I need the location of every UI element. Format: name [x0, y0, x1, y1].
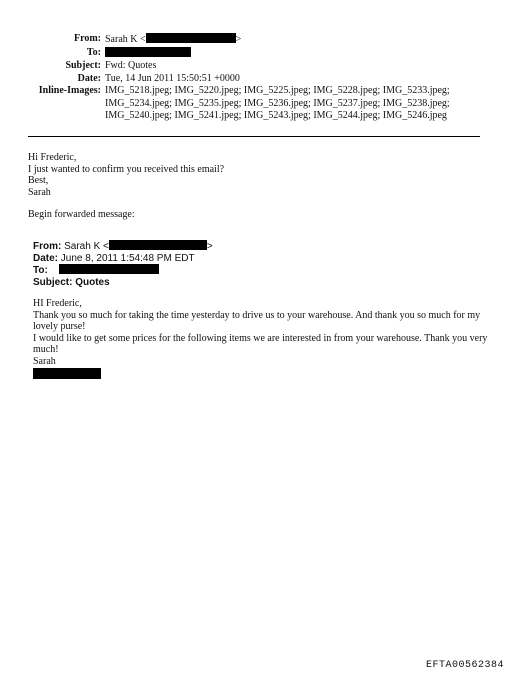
date-label: Date: [77, 72, 101, 84]
inline-images-value [105, 85, 512, 123]
redaction-block [59, 264, 159, 274]
body-line: I just wanted to confirm you received this email? [28, 163, 225, 175]
signature: Sarah [28, 186, 51, 198]
bates-number: EFTA00562384 [425, 660, 504, 671]
date-row [0, 73, 512, 86]
fwd-from-close: > [206, 241, 213, 252]
inline-images-label: Inline-Images: [38, 85, 101, 96]
fwd-date-row [33, 253, 488, 265]
redaction-block [33, 368, 101, 379]
forwarded-header [33, 240, 488, 288]
subject-value: Fwd: Quotes [105, 60, 157, 71]
greeting: HI Frederic, [33, 298, 82, 309]
subject-row [0, 60, 512, 73]
redaction-block [105, 47, 191, 57]
to-value [105, 47, 512, 61]
fwd-from-row [33, 240, 488, 253]
to-label: To: [86, 46, 101, 58]
fwd-subject-label: Subject: [33, 276, 73, 288]
forwarded-message-body [33, 298, 488, 381]
fwd-subject-row [33, 277, 488, 289]
to-row [0, 47, 512, 61]
signature: Sarah [33, 355, 56, 367]
from-row [0, 33, 512, 47]
fwd-date-value: June 8, 2011 1:54:48 PM EDT [60, 252, 195, 264]
redaction-block [146, 33, 236, 43]
fwd-to-label: To: [33, 265, 48, 277]
body-paragraph: Thank you so much for taking the time yesterday to drive us to your warehouse. And thank you so much for my lovely purse! [33, 309, 481, 333]
closing: Best, [28, 175, 49, 186]
email-header [0, 33, 512, 123]
from-value [105, 33, 512, 47]
inline-images-row [0, 85, 512, 123]
date-value: Tue, 14 Jun 2011 15:50:51 +0000 [105, 72, 240, 84]
inline-images-line: IMG_5218.jpeg; IMG_5220.jpeg; IMG_5225.jpeg; IMG_5228.jpeg; IMG_5233.jpeg; [105, 85, 450, 96]
from-close: > [235, 34, 242, 45]
message-body [28, 152, 483, 198]
greeting: Hi Frederic, [28, 152, 77, 163]
subject-label: Subject: [65, 60, 101, 71]
from-label: From: [73, 33, 101, 44]
inline-images-line: IMG_5240.jpeg; IMG_5241.jpeg; IMG_5243.jpeg; IMG_5244.jpeg; IMG_5246.jpeg [105, 110, 447, 121]
header-divider [28, 136, 480, 137]
inline-images-line: IMG_5234.jpeg; IMG_5235.jpeg; IMG_5236.jpeg; IMG_5237.jpeg; IMG_5238.jpeg; [105, 97, 450, 109]
redaction-block [109, 240, 207, 250]
fwd-from-label: From: [33, 241, 62, 252]
signature-redaction [33, 368, 488, 382]
body-paragraph: I would like to get some prices for the following items we are interested in from your warehouse. Thank you very much! [33, 332, 488, 356]
from-name: Sarah K < [105, 34, 146, 45]
fwd-from-name: Sarah K < [64, 241, 109, 252]
fwd-to-row [33, 264, 488, 277]
fwd-subject-value: Quotes [75, 276, 110, 288]
fwd-date-label: Date: [33, 252, 59, 264]
forwarded-notice: Begin forwarded message: [28, 209, 135, 220]
